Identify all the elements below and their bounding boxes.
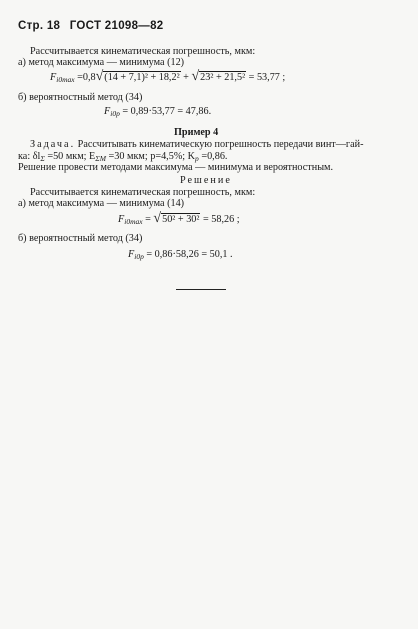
method-b-1: б) вероятностный метод (34) (18, 92, 143, 103)
method-a-2: а) метод максимума — минимума (14) (18, 198, 185, 209)
calc-intro-2: Рассчитывается кинематическая погрешность, мкм: (30, 187, 256, 198)
end-rule (176, 289, 226, 290)
f3-radicand: 50² + 30² (162, 214, 200, 225)
task-line-3: Решение провести методами максимума — минимума и вероятностным. (18, 162, 334, 173)
method-a-1: а) метод максимума — минимума (12) (18, 57, 185, 68)
formula-f1: Fi0max =0,8√(14 + 7,1)² + 18,2² + √23² + 21,5² = 53,77 ; (50, 69, 286, 84)
standard-code: ГОСТ 21098—82 (69, 20, 164, 32)
method-b-2: б) вероятностный метод (34) (18, 233, 143, 244)
f1-radicand-2: 23² + 21,5² (200, 72, 246, 83)
formula-f2: Fi0p = 0,89·53,77 = 47,86. (104, 106, 212, 118)
calc-intro-1: Рассчитывается кинематическая погрешность, мкм: (30, 46, 256, 57)
formula-f3: Fi0max = √50² + 30² = 58,26 ; (118, 211, 240, 226)
page-header (18, 20, 163, 32)
page-number: Стр. 18 (18, 20, 61, 32)
task-line-1: Задача. Рассчитывать кинематическую погрешность передачи винт—гай- (30, 139, 364, 150)
formula-f4: Fi0p = 0,86·58,26 = 50,1 . (128, 249, 233, 261)
solution-title: Решение (180, 175, 232, 186)
task-line-2: ка: δlΣ =50 мкм; EΣM =30 мкм; p=4,5%; Kp =0,86. (18, 151, 228, 163)
example-title: Пример 4 (174, 127, 219, 138)
f1-radicand-1: (14 + 7,1)² + 18,2² (104, 72, 180, 83)
